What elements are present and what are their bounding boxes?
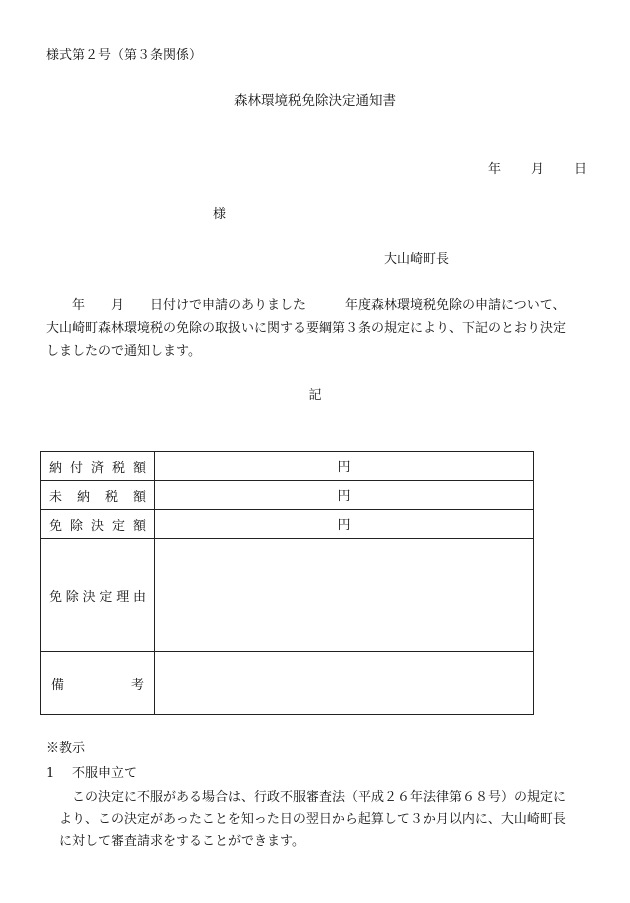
body-line: 年 月 日付けで申請のありました 年度森林環境税免除の申請について、 bbox=[46, 298, 566, 313]
table-row bbox=[41, 539, 534, 652]
label-paid-tax bbox=[41, 457, 154, 476]
label-unpaid-tax bbox=[41, 486, 154, 505]
document-title: 森林環境税免除決定通知書 bbox=[234, 93, 396, 109]
date-line bbox=[488, 161, 587, 179]
notice-heading: ※教示 bbox=[46, 741, 86, 756]
row-value bbox=[155, 652, 534, 715]
label-char: 定 bbox=[111, 518, 125, 534]
notice-line: に対して審査請求をすることができます。 bbox=[46, 834, 305, 849]
date-year: 年 bbox=[488, 162, 502, 177]
label-char: 除 bbox=[69, 518, 83, 534]
issuer: 大山崎町長 bbox=[384, 252, 450, 267]
form-number: 様式第２号（第３条関係） bbox=[46, 48, 203, 63]
label-char: 免 bbox=[49, 518, 63, 534]
label-char: 由 bbox=[132, 589, 146, 605]
label-char: 税 bbox=[104, 489, 118, 505]
label-exemption-reason bbox=[41, 586, 154, 605]
notice-line: より、この決定があったことを知った日の翌日から起算して３か月以内に、大山崎町長 bbox=[46, 812, 566, 827]
label-char: 額 bbox=[132, 460, 146, 476]
body-line: 大山崎町森林環境税の免除の取扱いに関する要綱第３条の規定により、下記のとおり決定 bbox=[46, 321, 567, 336]
label-char: 付 bbox=[69, 460, 83, 476]
row-label bbox=[41, 652, 155, 715]
table-row bbox=[41, 510, 534, 539]
row-label bbox=[41, 539, 155, 652]
row-value bbox=[155, 539, 534, 652]
label-char: 定 bbox=[99, 589, 113, 605]
label-char: 未 bbox=[49, 489, 63, 505]
label-char: 税 bbox=[111, 460, 125, 476]
detail-table bbox=[40, 451, 534, 715]
label-char: 免 bbox=[49, 589, 63, 605]
notice-item-heading bbox=[46, 765, 137, 783]
table-row bbox=[41, 452, 534, 481]
body-paragraph bbox=[46, 294, 591, 363]
date-day: 日 bbox=[574, 162, 588, 177]
label-char: 決 bbox=[82, 589, 96, 605]
row-label bbox=[41, 452, 155, 481]
label-char: 額 bbox=[132, 489, 146, 505]
label-char: 額 bbox=[132, 518, 146, 534]
row-value bbox=[155, 481, 534, 510]
addressee-suffix: 様 bbox=[213, 207, 227, 222]
label-char: 決 bbox=[90, 518, 104, 534]
table-row bbox=[41, 481, 534, 510]
yen-unit: 円 bbox=[337, 460, 351, 475]
row-value bbox=[155, 452, 534, 481]
yen-unit: 円 bbox=[337, 489, 351, 504]
label-char: 済 bbox=[90, 460, 104, 476]
label-char: 除 bbox=[65, 589, 79, 605]
row-value bbox=[155, 510, 534, 539]
remarks-right: 考 bbox=[130, 677, 144, 693]
label-char: 理 bbox=[116, 589, 130, 605]
notice-item-body bbox=[46, 787, 566, 853]
row-label bbox=[41, 510, 155, 539]
remarks-left: 備 bbox=[51, 677, 65, 693]
label-char: 納 bbox=[49, 460, 63, 476]
item-number: 1 bbox=[46, 766, 55, 781]
body-line: しましたので通知します。 bbox=[46, 344, 201, 359]
row-label bbox=[41, 481, 155, 510]
table-row bbox=[41, 652, 534, 715]
yen-unit: 円 bbox=[337, 518, 351, 533]
ki-marker: 記 bbox=[308, 388, 322, 403]
notice-line: この決定に不服がある場合は、行政不服審査法（平成２６年法律第６８号）の規定に bbox=[46, 790, 567, 805]
date-month: 月 bbox=[531, 162, 545, 177]
label-remarks bbox=[41, 674, 154, 693]
label-exemption-amount bbox=[41, 515, 154, 534]
item-title: 不服申立て bbox=[72, 766, 138, 781]
label-char: 納 bbox=[76, 489, 90, 505]
